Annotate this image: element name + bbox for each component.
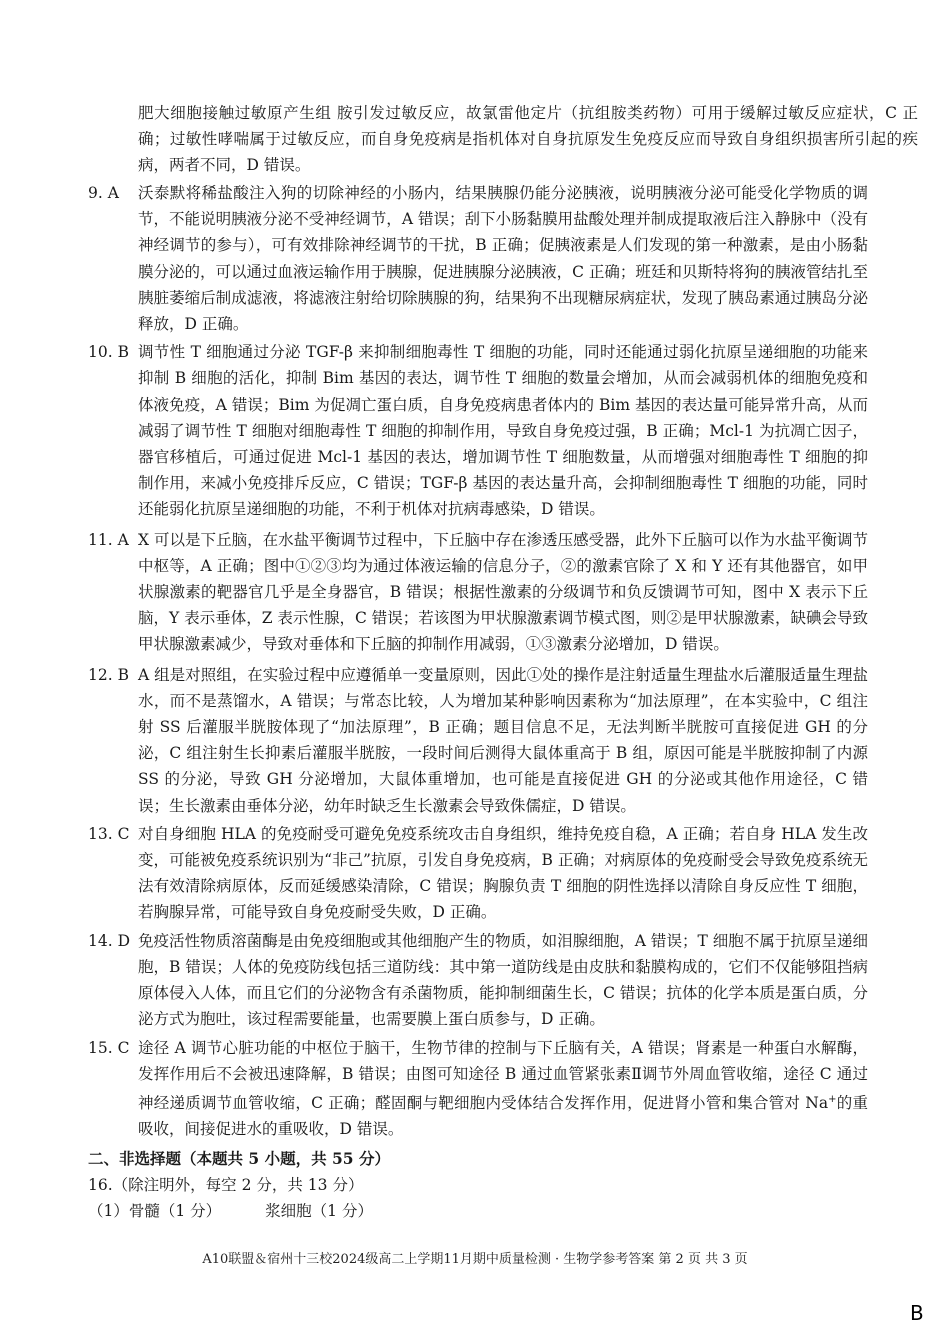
superscript-plus: + (828, 1093, 837, 1105)
item-number: 11. A (88, 530, 129, 549)
continuation-paragraph (88, 100, 918, 179)
answer-item-12 (88, 662, 868, 819)
item-explanation: X 可以是下丘脑，在水盐平衡调节过程中，下丘脑中存在渗透压感受器，此外下丘脑可以作为水盐平衡调节中枢等，A 正确；图中①②③均为通过体液运输的信息分子，②的激素官除了 X 和 Y 还有其他器官，如甲状腺激素的靶器官几乎是全身器官，B 错误；根据性激素的分级调节和负反馈调节可知，图中 X 表示下丘脑，Y 表示垂体，Z 表示性腺，C 错误；若该图为甲状腺激素调节模式图，则②是甲状腺激素，缺碘会导致甲状腺激素减少，导致对垂体和下丘脑的抑制作用减弱，①③激素分泌增加，D 错误。 (138, 530, 868, 654)
corner-mark: B (910, 1301, 924, 1325)
item-explanation: 免疫活性物质溶菌酶是由免疫细胞或其他细胞产生的物质，如泪腺细胞，A 错误；T 细胞不属于抗原呈递细胞，B 错误；人体的免疫防线包括三道防线：其中第一道防线是由皮肤和黏膜构成的，它们不仅能够阻挡病原体侵入人体，而且它们的分泌物含有杀菌物质，能抑制细菌生长，C 错误；抗体的化学本质是蛋白质，分泌方式为胞吐，该过程需要能量，也需要膜上蛋白质参与，D 正确。 (138, 931, 868, 1029)
item-number: 13. C (88, 824, 130, 843)
answer-item-14 (88, 928, 868, 1033)
answer-item-9 (88, 180, 868, 337)
paragraph-text: 肥大细胞接触过敏原产生组 胺引发过敏反应，故氯雷他定片（抗组胺类药物）可用于缓解过敏反应症状，C 正确；过敏性哮喘属于过敏反应，而自身免疫病是指机体对自身抗原发生免疫反应而导致自身组织损害所引起的疾病，两者不同，D 错误。 (138, 104, 918, 175)
answer-item-10 (88, 339, 868, 522)
item-number: 12. B (88, 665, 129, 684)
section-heading: 二、非选择题（本题共 5 小题，共 55 分） (88, 1149, 390, 1169)
item-explanation: 沃泰默将稀盐酸注入狗的切除神经的小肠内，结果胰腺仍能分泌胰液，说明胰液分泌可能受化学物质的调节，不能说明胰液分泌不受神经调节，A 错误；刮下小肠黏膜用盐酸处理并制成提取液后注入静脉中（没有神经调节的参与），可有效排除神经调节的干扰，B 正确；促胰液素是人们发现的第一种激素，是由小肠黏膜分泌的，可以通过血液运输作用于胰腺，促进胰腺分泌胰液，C 正确；班廷和贝斯特将狗的胰液管结扎至胰脏萎缩后制成滤液，将滤液注射给切除胰腺的狗，结果狗不出现糖尿病症状，发现了胰岛素通过胰岛分泌释放，D 正确。 (138, 184, 868, 334)
item-number: 15. C (88, 1038, 130, 1057)
answer-1-label: （1）骨髓（1 分） (88, 1202, 222, 1221)
item-number: 14. D (88, 931, 131, 950)
answer-list (88, 180, 868, 1224)
item-text-part: 途径 A 调节心脏功能的中枢位于脑干，生物节律的控制与下丘脑有关，A 错误；肾素是一种蛋白水解酶，发挥作用后不会被迅速降解，B 错误；由图可知途径 B 通过血管紧张素Ⅱ调节外周血管收缩，途径 C 通过神经递质调节血管收缩，C 正确；醛固酮与靶细胞内受体结合发挥作用，促进肾小管和集合管对 Na (138, 1038, 868, 1113)
item-text-part: 的重吸收，间接促进水的重吸收，D 错误。 (138, 1094, 868, 1139)
answer-1-value: 浆细胞（1 分） (265, 1202, 373, 1221)
question-16-heading: 16.（除注明外，每空 2 分，共 13 分） (88, 1176, 364, 1195)
item-number: 10. B (88, 343, 129, 362)
answer-item-11 (88, 527, 868, 658)
question-16-answers (88, 1198, 868, 1224)
item-explanation: 对自身细胞 HLA 的免疫耐受可避免免疫系统攻击自身组织，维持免疫自稳，A 正确；若自身 HLA 发生改变，可能被免疫系统识别为“非己”抗原，引发自身免疫病，B 正确；对病原体的免疫耐受会导致免疫系统无法有效清除病原体，反而延缓感染清除，C 错误；胸腺负责 T 细胞的阴性选择以清除自身反应性 T 细胞，若胸腺异常，可能导致自身免疫耐受失败，D 正确。 (138, 824, 868, 922)
answer-item-15 (88, 1035, 868, 1143)
item-explanation: 调节性 T 细胞通过分泌 TGF-β 来抑制细胞毒性 T 细胞的功能，同时还能通过弱化抗原呈递细胞的功能来抑制 B 细胞的活化，抑制 Bim 基因的表达，调节性 T 细胞的数量会增加，从而会减弱机体的细胞免疫和体液免疫，A 错误；Bim 为促凋亡蛋白质，自身免疫病患者体内的 Bim 基因的表达量可能异常升高，从而减弱了调节性 T 细胞对细胞毒性 T 细胞的抑制作用，导致自身免疫过强，B 正确；Mcl-1 为抗凋亡因子，器官移植后，可通过促进 Mcl-1 基因的表达，增加调节性 T 细胞数量，从而增强对细胞毒性 T 细胞的抑制作用，来减小免疫排斥反应，C 错误；TGF-β 基因的表达量升高，会抑制细胞毒性 T 细胞的功能，同时还能弱化抗原呈递细胞的功能，不利于机体对抗病毒感染，D 错误。 (138, 343, 868, 519)
answer-item-13 (88, 821, 868, 926)
page-footer: A10联盟＆宿州十三校2024级高二上学期11月期中质量检测 · 生物学参考答案 第 2 页 共 3 页 (202, 1252, 748, 1267)
item-explanation: A 组是对照组，在实验过程中应遵循单一变量原则，因此①处的操作是注射适量生理盐水后灌服适量生理盐水，而不是蒸馏水，A 错误；与常态比较，人为增加某种影响因素称为“加法原理”，在本实验中，C 组注射 SS 后灌服半胱胺体现了“加法原理”，B 正确；题目信息不足，无法判断半胱胺可直接促进 GH 的分泌，C 组注射生长抑素后灌服半胱胺，一段时间后测得大鼠体重高于 B 组，原因可能是半胱胺抑制了内源 SS 的分泌，导致 GH 分泌增加，大鼠体重增加，也可能是直接促进 GH 的分泌或其他作用途径，C 错误；生长激素由垂体分泌，幼年时缺乏生长激素会导致侏儒症，D 错误。 (138, 665, 868, 815)
item-explanation (138, 1035, 868, 1143)
item-number: 9. A (88, 184, 119, 202)
